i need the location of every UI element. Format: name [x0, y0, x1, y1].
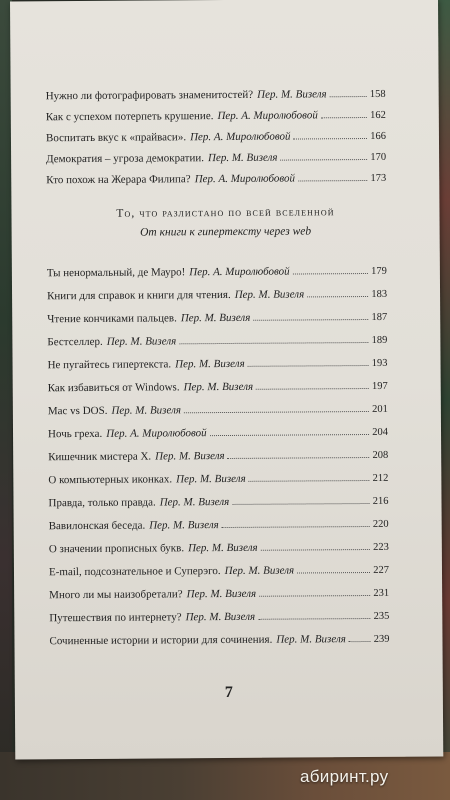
toc-leader-dots — [258, 609, 371, 620]
toc-title: Правда, только правда. — [48, 496, 156, 510]
toc-leader-dots — [184, 402, 369, 413]
toc-translator: Пер. М. Визеля — [234, 288, 305, 301]
toc-entry — [47, 264, 387, 284]
toc-title: Кишечник мистера Х. — [48, 450, 152, 464]
toc-title: Путешествия по интернету? — [49, 611, 182, 625]
toc-page: 197 — [371, 380, 388, 392]
toc-translator: Пер. М. Визеля — [111, 404, 182, 417]
toc-page: 223 — [373, 541, 389, 553]
toc-entry — [49, 517, 389, 537]
toc-entry — [49, 540, 389, 560]
toc-entry — [49, 586, 389, 606]
toc-translator: Пер. М. Визеля — [149, 519, 219, 532]
toc-translator: Пер. М. Визеля — [159, 495, 230, 509]
toc-translator: Пер. М. Визеля — [257, 88, 327, 101]
toc-translator: Пер. М. Визеля — [175, 357, 245, 371]
toc-title: Книги для справок и книги для чтения. — [47, 288, 231, 303]
toc-title: О значении прописных букв. — [48, 542, 185, 556]
toc-leader-dots — [321, 108, 367, 118]
toc-entry — [46, 129, 386, 149]
toc-page: 187 — [371, 311, 388, 323]
toc-entry — [47, 287, 387, 307]
toc-page: 204 — [372, 426, 389, 438]
toc-leader-dots — [280, 150, 367, 161]
toc-leader-dots — [210, 425, 370, 436]
toc-entry — [48, 471, 388, 491]
toc-title: Бестселлер. — [47, 335, 103, 349]
toc-title: Кто похож на Жерара Филипа? — [46, 173, 191, 187]
toc-title: Сочиненные истории и истории для сочинения. — [49, 633, 273, 648]
toc-entry — [46, 171, 386, 191]
toc-translator: Пер. А. Миролюбовой — [217, 109, 318, 123]
toc-leader-dots — [222, 517, 370, 528]
toc-entry — [48, 494, 388, 514]
toc-entry — [47, 310, 387, 330]
toc-entry — [49, 563, 389, 583]
toc-translator: Пер. М. Визеля — [183, 380, 254, 394]
page-number: 7 — [224, 683, 233, 702]
toc-translator: Пер. М. Визеля — [186, 587, 257, 601]
toc-title: Mac vs DOS. — [47, 404, 108, 418]
toc-title: Демократия – угроза демократии. — [46, 152, 205, 166]
toc-translator: Пер. А. Миролюбовой — [106, 427, 207, 440]
toc-leader-dots — [232, 494, 370, 505]
toc-translator: Пер. М. Визеля — [176, 472, 246, 486]
toc-entry — [46, 108, 386, 128]
toc-title: Много ли мы наизобретали? — [49, 588, 183, 602]
toc-leader-dots — [256, 379, 369, 390]
toc-entry — [48, 448, 388, 468]
toc-page: 239 — [373, 633, 390, 645]
toc-translator: Пер. А. Миролюбовой — [189, 265, 290, 279]
watermark: абиринт.ру — [300, 767, 389, 786]
toc-page: 166 — [370, 130, 386, 142]
toc-page: 231 — [373, 587, 390, 599]
toc-entry — [48, 379, 388, 399]
toc-title: Воспитать вкус к «прайваси». — [45, 131, 187, 145]
toc-leader-dots — [298, 171, 368, 181]
toc-entry — [48, 402, 388, 422]
toc-page: 183 — [371, 288, 388, 300]
toc-leader-dots — [179, 333, 368, 344]
toc-title: Вавилонская беседа. — [48, 519, 146, 533]
toc-leader-dots — [293, 264, 369, 275]
section-subtitle: От книги к гипертексту через web — [140, 225, 312, 239]
toc-title: О компьютерных иконках. — [48, 473, 173, 487]
toc-page: 201 — [372, 403, 388, 415]
toc-translator: Пер. М. Визеля — [276, 633, 346, 646]
toc-entry — [46, 87, 386, 107]
toc-translator: Пер. М. Визеля — [188, 541, 258, 555]
toc-leader-dots — [261, 540, 371, 551]
toc-title: E-mail, подсознательное и Суперэго. — [48, 565, 221, 579]
toc-leader-dots — [307, 287, 368, 297]
toc-page: 162 — [370, 109, 386, 121]
toc-page: 216 — [372, 495, 389, 507]
toc-leader-dots — [259, 586, 370, 597]
toc-translator: Пер. М. Визеля — [155, 450, 225, 463]
toc-leader-dots — [253, 310, 368, 321]
toc-leader-dots — [330, 87, 367, 97]
toc-title: Чтение кончиками пальцев. — [47, 312, 177, 326]
toc-page: 235 — [373, 610, 390, 622]
toc-page: 227 — [373, 564, 390, 576]
toc-page: 173 — [370, 172, 387, 184]
toc-leader-dots — [228, 448, 370, 459]
toc-entry — [47, 333, 387, 353]
toc-title: Ночь греха. — [47, 427, 103, 441]
toc-leader-dots — [349, 632, 371, 642]
toc-page: 189 — [371, 334, 388, 346]
toc-title: Как избавиться от Windows. — [47, 381, 180, 395]
toc-title: Ты ненормальный, де Мауро! — [46, 266, 186, 280]
toc-entry — [49, 609, 389, 629]
toc-entry — [46, 150, 386, 170]
toc-entry — [47, 356, 387, 376]
book-page — [10, 0, 443, 759]
toc-page: 170 — [370, 151, 387, 163]
toc-page: 212 — [372, 472, 389, 484]
toc-page: 220 — [372, 518, 389, 530]
toc-entry — [49, 632, 389, 652]
section-title: То, что разлистано по всей вселенной — [116, 206, 335, 220]
toc-entry — [48, 425, 388, 445]
toc-translator: Пер. М. Визеля — [180, 311, 251, 325]
toc-translator: Пер. М. Визеля — [185, 610, 256, 624]
toc-translator: Пер. А. Миролюбовой — [190, 130, 291, 144]
toc-leader-dots — [249, 471, 370, 482]
toc-page: 179 — [371, 265, 387, 277]
toc-title: Нужно ли фотографировать знаменитостей? — [45, 88, 254, 103]
toc-page: 158 — [369, 88, 386, 100]
toc-translator: Пер. М. Визеля — [106, 335, 177, 348]
toc-translator: Пер. М. Визеля — [224, 564, 295, 578]
toc-leader-dots — [293, 129, 367, 140]
toc-translator: Пер. М. Визеля — [207, 151, 278, 165]
toc-leader-dots — [297, 563, 370, 574]
toc-title: Не пугайтесь гипертекста. — [47, 358, 172, 372]
toc-translator: Пер. А. Миролюбовой — [194, 172, 296, 186]
toc-title: Как с успехом потерпеть крушение. — [45, 110, 214, 124]
toc-leader-dots — [248, 356, 369, 367]
toc-page: 208 — [372, 449, 389, 461]
toc-page: 193 — [371, 357, 388, 369]
